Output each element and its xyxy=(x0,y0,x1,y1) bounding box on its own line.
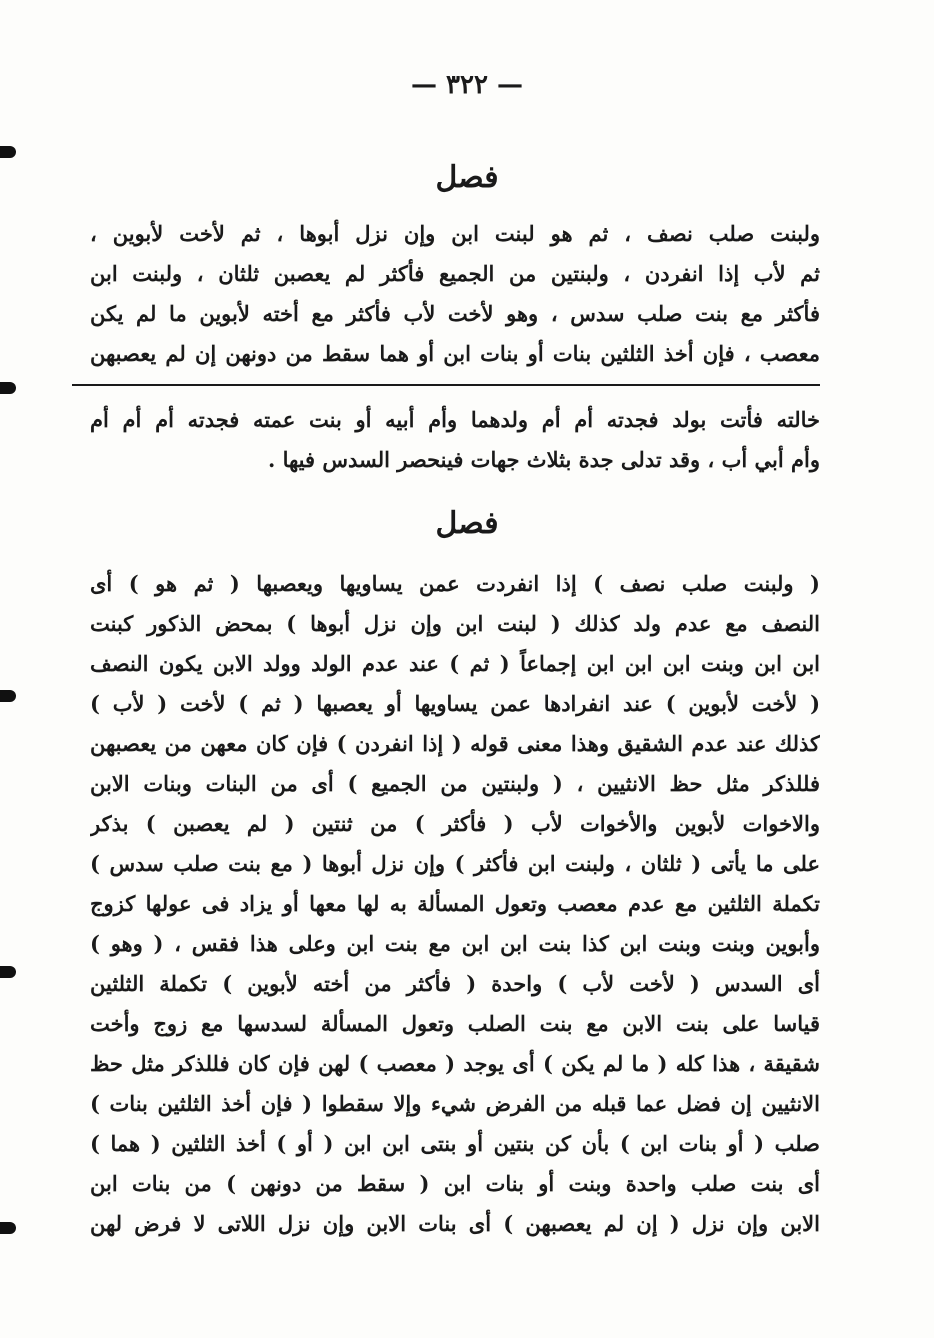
matn-line: ولبنت صلب نصف ، ثم هو لبنت ابن وإن نزل أبوها ، ثم لأخت لأبوين ، xyxy=(90,221,820,246)
sharh-line: على ما يأتى ( ثلثان ، ولبنت ابن فأكثر ) وإن نزل أبوها ( مع بنت صلب سدس ) xyxy=(90,851,820,876)
sharh-line: شقيقة ، هذا كله ( ما لم يكن ) أى يوجد ( معصب ) لهن فإن كان فللذكر مثل حظ xyxy=(90,1051,820,1076)
sharh-line: وأبوين وبنت وبنت ابن كذا بنت ابن ابن مع بنت ابن وعلى هذا فقس ، ( وهو ) xyxy=(90,931,820,956)
sharh-line: أى السدس ( لأخت لأب ) واحدة ( فأكثر من أخته لأبوين ) تكملة الثلثين xyxy=(90,971,820,996)
section-divider xyxy=(72,384,820,386)
sharh-line: الابن وإن نزل ( إن لم يعصبهن ) أى بنات الابن وإن نزل اللاتى لا فرض لهن xyxy=(90,1211,820,1236)
sharh-continued-text xyxy=(90,400,820,480)
margin-mark xyxy=(0,1222,16,1234)
sharh-heading: فصل xyxy=(435,506,499,541)
margin-mark xyxy=(0,690,16,702)
sharh-line: كذلك عند عدم الشقيق وهذا معنى قوله ( إذا انفردن ) فإن كان معهن من يعصبهن xyxy=(90,731,820,756)
matn-line: فأكثر مع بنت صلب سدس ، وهو لأخت لأب فأكثر مع أخته لأبوين ما لم يكن xyxy=(90,301,820,326)
sharh-line: خالته فأتت بولد فجدته أم أم ولدهما وأم أبيه أو بنت عمته فجدته أم أم أم xyxy=(90,407,820,432)
matn-heading: فصل xyxy=(435,160,499,195)
sharh-line: قياسا على بنت الابن مع بنت الصلب وتعول المسألة لسدسها مع زوج وأخت xyxy=(90,1011,820,1036)
sharh-line: الانثيين إن فضل عما قبله من الفرض شيء وإلا سقطوا ( فإن أخذ الثلثين بنات ) xyxy=(90,1091,820,1116)
sharh-text xyxy=(90,564,820,1244)
margin-mark xyxy=(0,382,16,394)
sharh-line: ابن ابن وبنت ابن ابن ابن إجماعاً ( ثم ) عند عدم الولد وولد الابن يكون النصف xyxy=(90,651,820,676)
sharh-line: أى بنت صلب واحدة وبنت أو بنات ابن ( سقط من دونهن ) من بنات ابن xyxy=(90,1171,820,1196)
sharh-line: والاخوات لأبوين والأخوات لأب ( فأكثر ) من ثنتين ( لم يعصبن ) بذكر xyxy=(90,811,820,836)
margin-mark xyxy=(0,966,16,978)
matn-text xyxy=(90,214,820,374)
sharh-line: ( ولبنت صلب نصف ) إذا انفردت عمن يساويها ويعصبها ( ثم هو ) أى xyxy=(90,571,820,596)
sharh-line: فللذكر مثل حظ الانثيين ، ( ولبنتين من الجميع ) أى من البنات وبنات الابن xyxy=(90,771,820,796)
margin-mark xyxy=(0,146,16,158)
sharh-line: النصف مع عدم ولد كذلك ( لبنت ابن وإن نزل أبوها ) بمحض الذكور كبنت xyxy=(90,611,820,636)
matn-line: ثم لأب إذا انفردن ، ولبنتين من الجميع فأكثر لم يعصبن ثلثان ، ولبنت ابن xyxy=(90,261,820,286)
sharh-line: تكملة الثلثين مع عدم معصب وتعول المسألة به لها معها أو يزاد فى عولها كزوج xyxy=(90,891,820,916)
sharh-line: صلب ( أو بنات ابن ) بأن كن بنتين أو بنتى ابن ابن ( أو ) أخذ الثلثين ( هما ) xyxy=(90,1131,820,1156)
page-number: — ٣٢٢ — xyxy=(410,70,524,100)
sharh-line: ( لأخت لأبوين ) عند انفرادها عمن يساويها أو يعصبها ( ثم ) لأخت ( لأب ) xyxy=(90,691,820,716)
sharh-line: وأم أبي أب ، وقد تدلى جدة بثلاث جهات فينحصر السدس فيها . xyxy=(267,447,820,472)
matn-line: معصب ، فإن أخذ الثلثين بنات أو بنات ابن أو هما سقط من دونهن إن لم يعصبهن xyxy=(90,341,820,366)
